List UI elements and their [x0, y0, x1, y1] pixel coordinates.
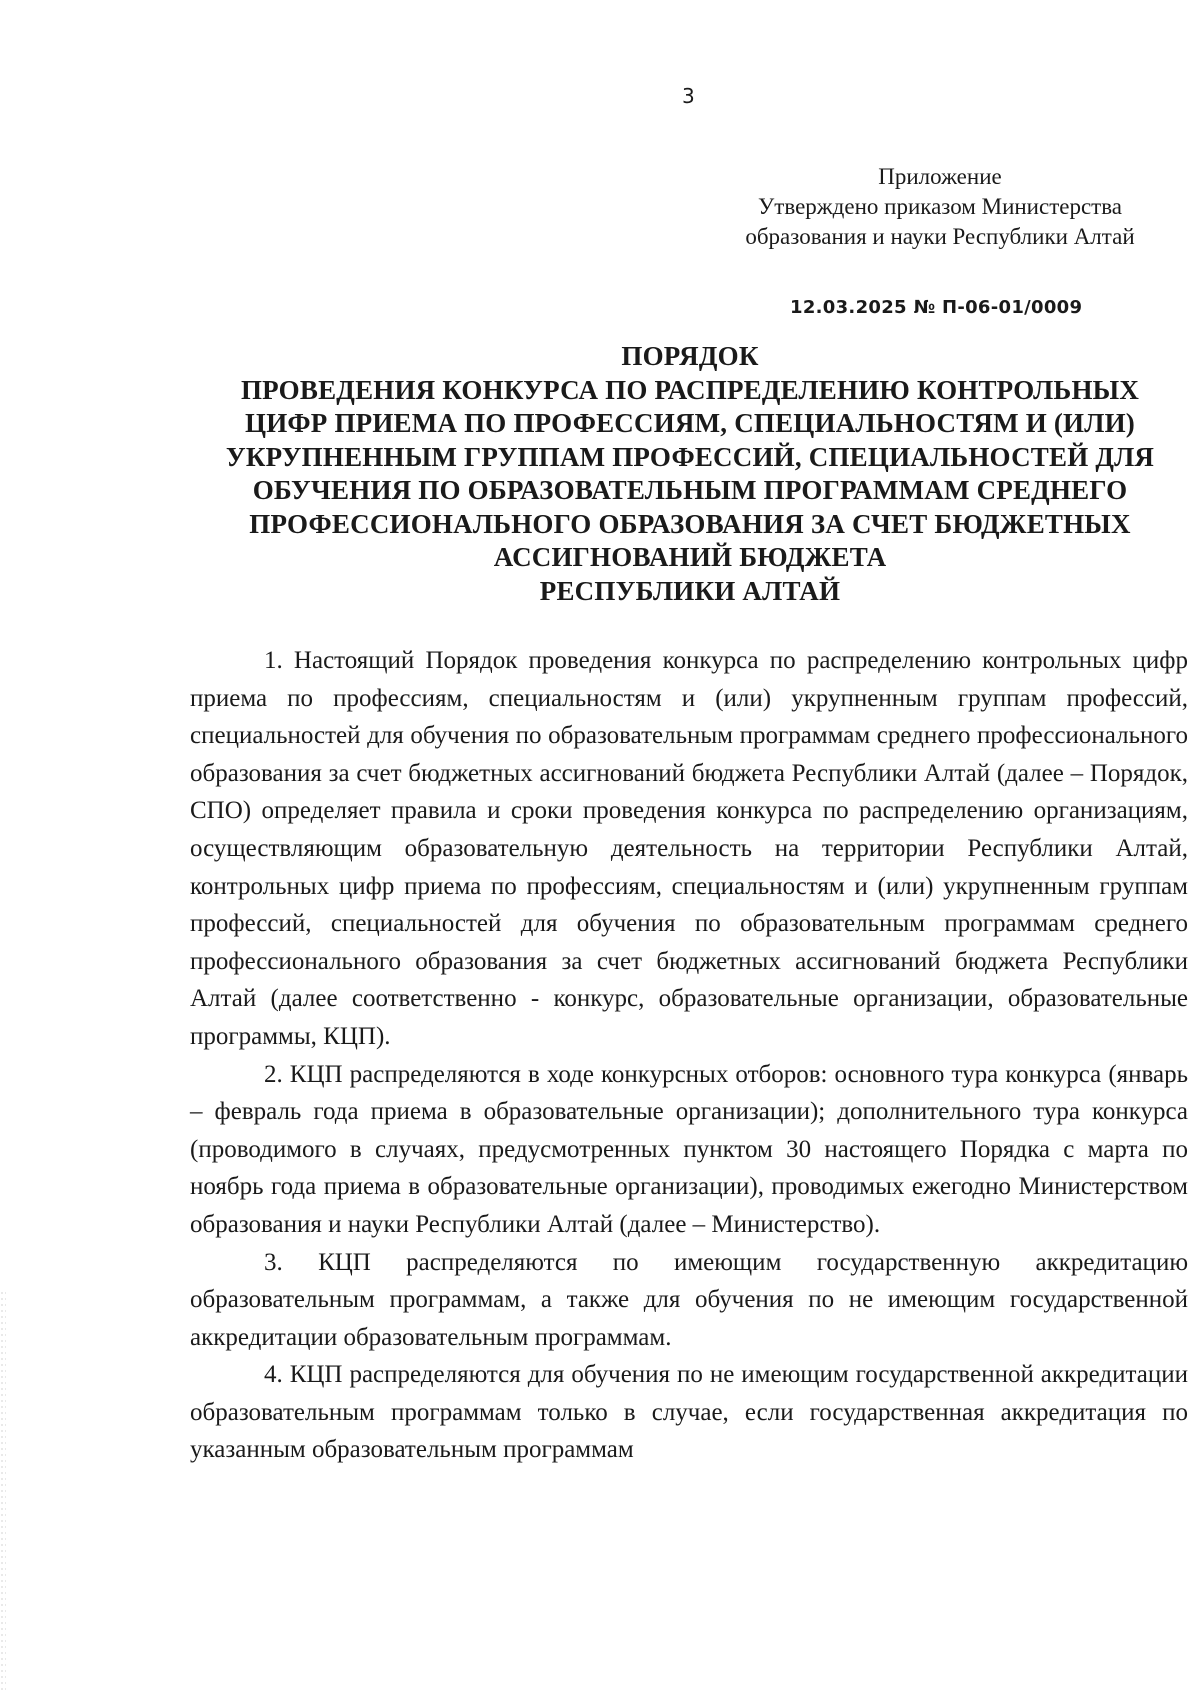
- appendix-label: Приложение: [878, 164, 1002, 189]
- title-line: РЕСПУБЛИКИ АЛТАЙ: [539, 575, 841, 606]
- paragraph-3: 3. КЦП распределяются по имеющим государственную аккредитацию образовательным программам, а также для обучения по не имеющим государственной аккредитации образовательным программам.: [190, 1248, 1188, 1351]
- ministry-line: образования и науки Республики Алтай: [745, 224, 1135, 249]
- title-line: АССИГНОВАНИЙ БЮДЖЕТА: [493, 542, 887, 572]
- title-line: ПРОФЕССИОНАЛЬНОГО ОБРАЗОВАНИЯ ЗА СЧЕТ БЮДЖЕТНЫХ: [249, 508, 1131, 539]
- appendix-block: [700, 162, 1180, 252]
- scan-edge-artifact: [0, 1290, 6, 1690]
- paragraph-1: 1. Настоящий Порядок проведения конкурса по распределению контрольных цифр приема по профессиям, специальностям и (или) укрупненным группам профессий, специальностей для обучения по образовательным программам среднего профессионального образования за счет бюджетных ассигнований бюджета Республики Алтай (далее – Порядок, СПО) определяет правила и сроки проведения конкурса по распределению организациям, осуществляющим образовательную деятельность на территории Республики Алтай, контрольных цифр приема по профессиям, специальностям и (или) укрупненным группам профессий, специальностей для обучения по образовательным программам среднего профессионального образования за счет бюджетных ассигнований бюджета Республики Алтай (далее соответственно - конкурс, образовательные организации, образовательные программы, КЦП).: [190, 647, 1188, 1050]
- paragraph-2: 2. КЦП распределяются в ходе конкурсных отборов: основного тура конкурса (январь – февраль года приема в образовательные организации); дополнительного тура конкурса (проводимого в случаях, предусмотренных пунктом 30 настоящего Порядка с марта по ноябрь года приема в образовательные организации), проводимых ежегодно Министерством образования и науки Республики Алтай (далее – Министерство).: [190, 1060, 1188, 1238]
- title-line: ПОРЯДОК: [621, 341, 759, 371]
- title-line: ПРОВЕДЕНИЯ КОНКУРСА ПО РАСПРЕДЕЛЕНИЮ КОНТРОЛЬНЫХ: [240, 374, 1140, 405]
- document-body: [190, 642, 1188, 1469]
- paragraph-4: 4. КЦП распределяются для обучения по не имеющим государственной аккредитации образовательным программам только в случае, если государственная аккредитация по указанным образовательным программам: [190, 1361, 1188, 1464]
- title-line: УКРУПНЕННЫМ ГРУППАМ ПРОФЕССИЙ, СПЕЦИАЛЬНОСТЕЙ ДЛЯ: [225, 441, 1155, 472]
- approval-line: Утверждено приказом Министерства: [758, 194, 1122, 219]
- page-number: 3: [682, 84, 695, 108]
- title-line: ЦИФР ПРИЕМА ПО ПРОФЕССИЯМ, СПЕЦИАЛЬНОСТЯМ И (ИЛИ): [245, 408, 1135, 438]
- document-title: [190, 340, 1190, 608]
- title-line: ОБУЧЕНИЯ ПО ОБРАЗОВАТЕЛЬНЫМ ПРОГРАММАМ СРЕДНЕГО: [252, 475, 1128, 505]
- order-reference: 12.03.2025 № П-06-01/0009: [790, 297, 1083, 318]
